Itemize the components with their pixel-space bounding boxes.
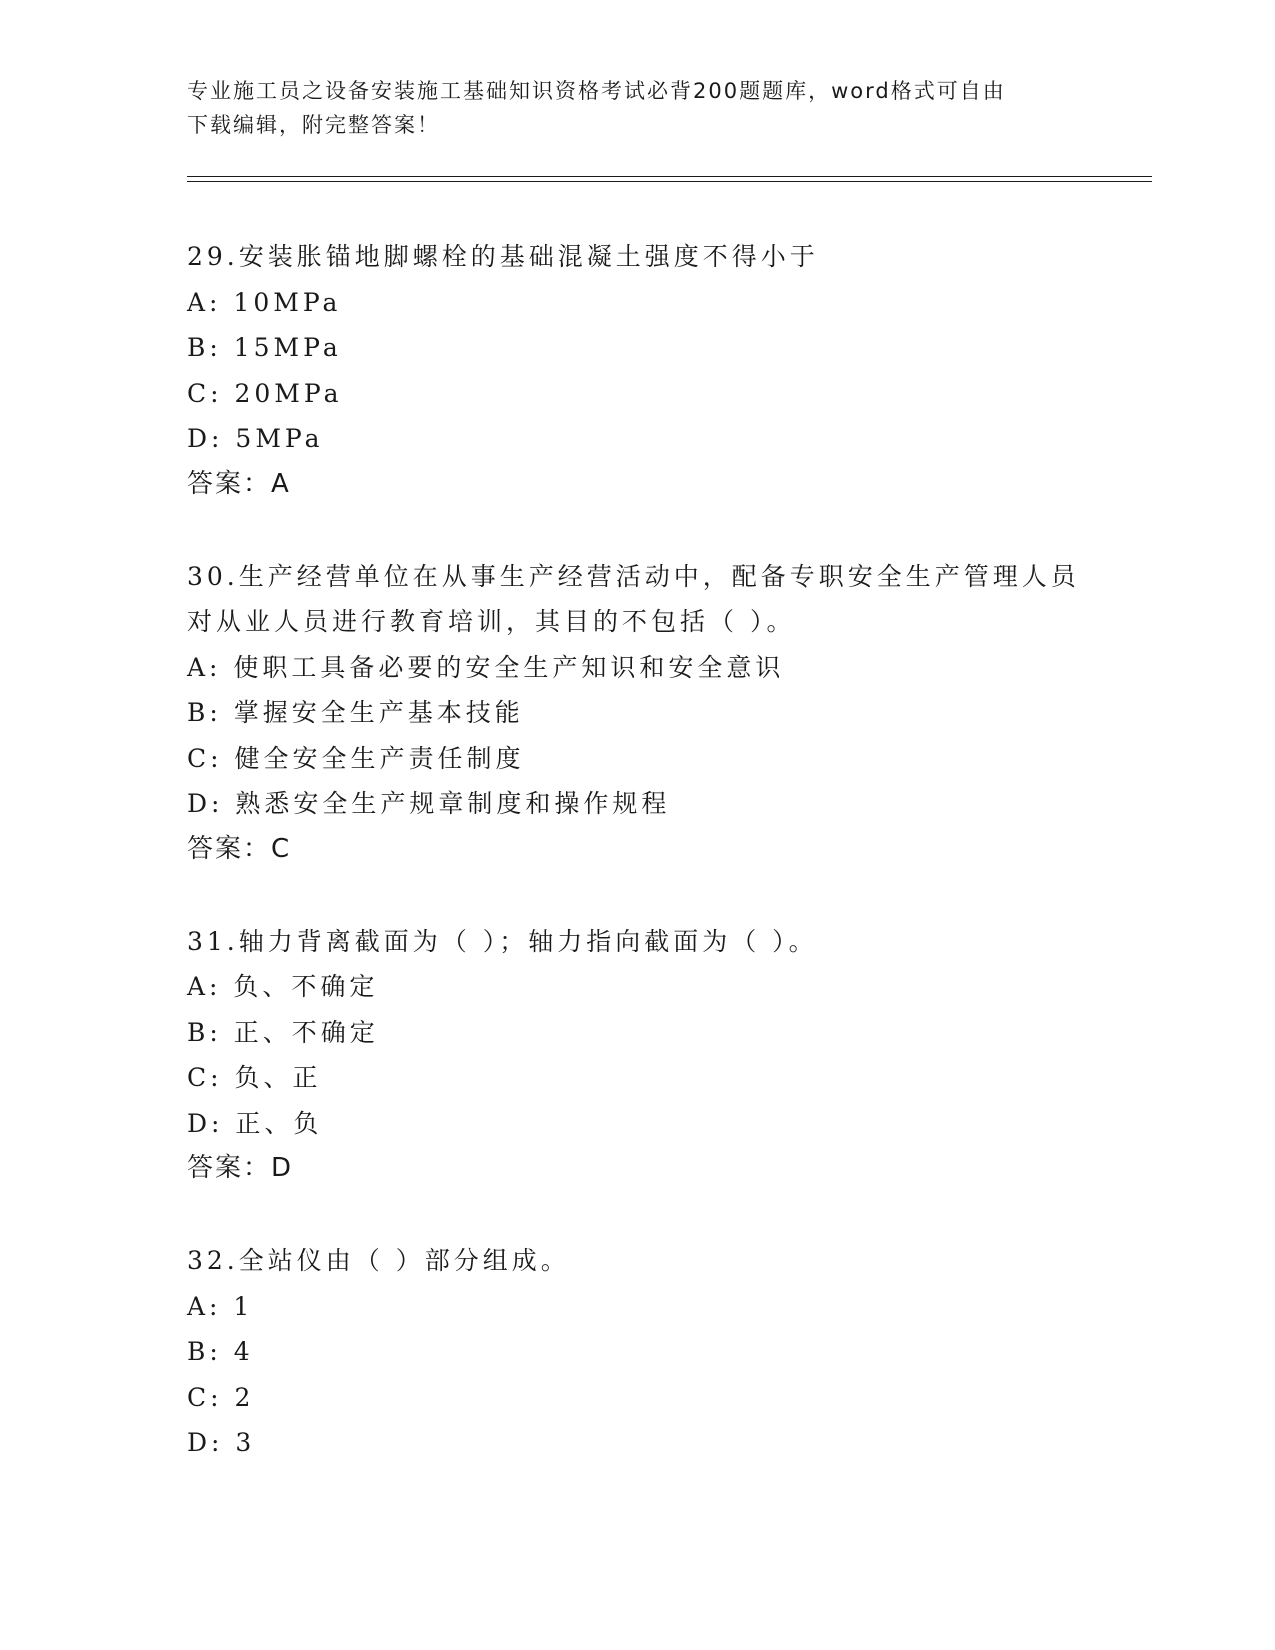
question-31 [187, 919, 1087, 1191]
question-32 [187, 1238, 1087, 1466]
question-30 [187, 554, 1087, 871]
question-29 [187, 234, 1087, 506]
answer-line: 答案：A [187, 468, 291, 499]
header-divider-top [187, 176, 1152, 177]
question-stem: 31.轴力背离截面为（ ）；轴力指向截面为（ ）。 [187, 926, 818, 956]
option-c: C: 健全安全生产责任制度 [187, 743, 525, 773]
answer-line: 答案：D [187, 1153, 294, 1183]
option-a: A: 负、不确定 [187, 972, 379, 1001]
option-a: A: 10MPa [187, 287, 342, 317]
document-header [187, 74, 1067, 142]
option-a: A: 1 [187, 1291, 254, 1321]
header-line-2: 下载编辑，附完整答案！ [187, 113, 440, 137]
option-c: C: 负、正 [187, 1063, 322, 1092]
option-b: B: 掌握安全生产基本技能 [187, 698, 524, 727]
option-c: C: 20MPa [187, 378, 343, 408]
question-stem-line-2: 对从业人员进行教育培训，其目的不包括（ ）。 [187, 607, 796, 636]
question-stem: 29.安装胀锚地脚螺栓的基础混凝土强度不得小于 [187, 242, 819, 271]
answer-line: 答案：C [187, 833, 292, 864]
option-d: D: 正、负 [187, 1108, 323, 1138]
option-b: B: 正、不确定 [187, 1017, 379, 1047]
question-list [187, 234, 1087, 1514]
option-d: D: 熟悉安全生产规章制度和操作规程 [187, 789, 671, 818]
header-line-1: 专业施工员之设备安装施工基础知识资格考试必背200题题库，word格式可自由 [187, 79, 1006, 103]
option-b: B: 15MPa [187, 333, 342, 362]
question-stem-line-1: 30.生产经营单位在从事生产经营活动中，配备专职安全生产管理人员 [187, 561, 1080, 591]
option-c: C: 2 [187, 1382, 255, 1412]
option-a: A: 使职工具备必要的安全生产知识和安全意识 [187, 652, 785, 682]
option-d: D: 3 [187, 1428, 256, 1457]
header-divider-bottom [187, 181, 1152, 182]
option-b: B: 4 [187, 1337, 254, 1366]
option-d: D: 5MPa [187, 424, 324, 453]
question-stem: 32.全站仪由（ ）部分组成。 [187, 1246, 570, 1275]
